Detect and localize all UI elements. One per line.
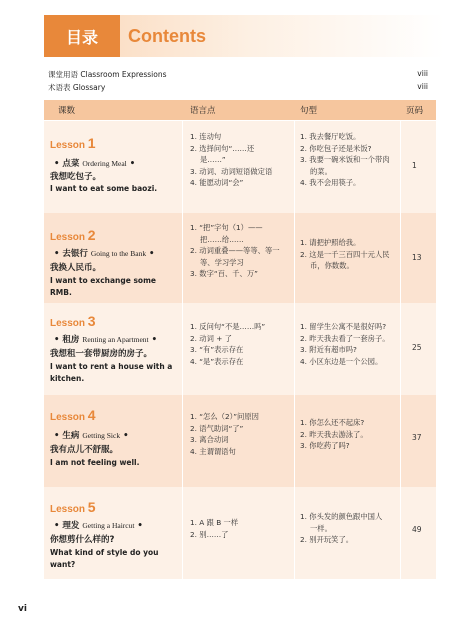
- lesson-topic: • 点菜 Ordering Meal •: [54, 159, 136, 169]
- lesson-title-en: I want to exchange some RMB.: [50, 276, 156, 297]
- lesson-number: Lesson 4: [50, 407, 96, 423]
- front-matter-label: 术语表 Glossary: [48, 83, 106, 92]
- lesson-page-number: 13: [412, 253, 422, 262]
- contents-title-en-text: Contents: [128, 25, 206, 46]
- lesson-row: [44, 213, 436, 303]
- lesson-title-cn: 你想剪什么样的?: [50, 535, 115, 545]
- grammar-list: 1. “怎么（2）”问原因 2. 语气助词“了” 3. 离合动词 4. 主谓谓语句: [190, 412, 259, 456]
- lesson-number: Lesson 3: [50, 313, 96, 329]
- lesson-title-en: I want to eat some baozi.: [50, 184, 158, 193]
- lesson-title-cn: 我换人民币。: [50, 263, 102, 273]
- front-matter-row: [48, 69, 428, 80]
- sentence-list: 1. 我去餐厅吃饭。 2. 你吃包子还是米饭? 3. 我要一碗米饭和一个带肉 的菜。 4. 我不会用筷子。: [300, 132, 390, 187]
- lesson-page-number: 25: [412, 343, 422, 352]
- front-matter-label: 课堂用语 Classroom Expressions: [48, 70, 167, 79]
- lesson-number: Lesson 2: [50, 227, 96, 243]
- front-matter-page: viii: [417, 82, 428, 91]
- sentence-list: 1. 你头发的颜色跟中国人 一样。 2. 别开玩笑了。: [300, 512, 383, 544]
- front-matter-page: viii: [417, 69, 428, 78]
- column-header-grammar: 语言点: [190, 106, 216, 116]
- front-matter-row: [48, 82, 428, 93]
- contents-title-cn: 目录: [44, 15, 120, 57]
- lesson-topic: • 去银行 Going to the Bank •: [54, 249, 155, 259]
- lesson-row: [44, 487, 436, 579]
- lesson-title-cn: 我想租一套带厨房的房子。: [50, 349, 153, 359]
- lesson-number: Lesson 1: [50, 135, 96, 151]
- lesson-topic: • 理发 Getting a Haircut •: [54, 521, 143, 531]
- grammar-list: 1. A 跟 B 一样 2. 别……了: [190, 518, 239, 539]
- lesson-title-en: What kind of style do you want?: [50, 548, 159, 569]
- lesson-row: [44, 395, 436, 487]
- sentence-list: 1. 你怎么还不起床? 2. 昨天我去游泳了。 3. 你吃药了吗?: [300, 418, 368, 450]
- sentence-list: 1. 留学生公寓不是很好吗? 2. 昨天我去看了一套房子。 3. 附近有超市吗? 4. 小区东边是一个公园。: [300, 322, 390, 366]
- contents-title-en: [120, 15, 444, 57]
- lesson-topic: • 租房 Renting an Apartment •: [54, 335, 158, 345]
- page-folio: vi: [18, 604, 27, 614]
- lesson-page-number: 37: [412, 433, 422, 442]
- column-header-page: 页码: [406, 106, 424, 116]
- lesson-title-en: I am not feeling well.: [50, 458, 140, 467]
- grammar-list: 1. “把”字句（1）—— 把……给…… 2. 动词重叠——等等、等一 等、学习学习 3. 数字“百、千、万”: [190, 223, 280, 278]
- lesson-page-number: 49: [412, 525, 422, 534]
- sentence-list: 1. 请把护照给我。 2. 这是一千三百四十元人民 币，你数数。: [300, 238, 390, 270]
- lesson-row: [44, 303, 436, 395]
- lesson-page-number: 1: [412, 161, 417, 170]
- column-header-sentences: 句型: [300, 106, 318, 116]
- lesson-row: [44, 121, 436, 213]
- lesson-topic: • 生病 Getting Sick •: [54, 431, 129, 441]
- lesson-title-cn: 我想吃包子。: [50, 172, 102, 182]
- grammar-list: 1. 连动句 2. 选择问句“……还 是……” 3. 动词、动词短语做定语 4. 能愿动词“会”: [190, 132, 273, 187]
- table-header-row: [44, 100, 436, 120]
- lesson-number: Lesson 5: [50, 499, 96, 515]
- lesson-title-en: I want to rent a house with a kitchen.: [50, 362, 173, 383]
- lesson-title-cn: 我有点儿不舒服。: [50, 445, 119, 455]
- column-header-lesson: 课数: [58, 106, 76, 116]
- grammar-list: 1. 反问句“不是……吗” 2. 动词 + 了 3. “有”表示存在 4. “是”表示存在: [190, 322, 266, 366]
